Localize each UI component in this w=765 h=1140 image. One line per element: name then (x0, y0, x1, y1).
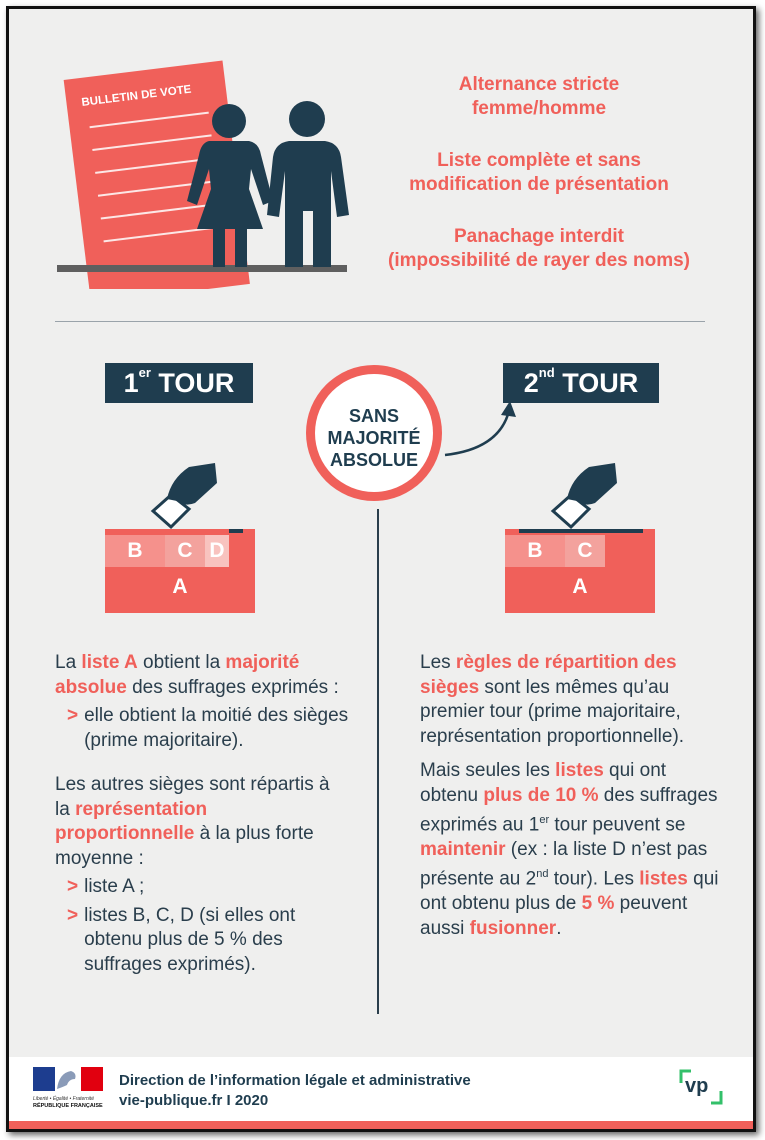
section-divider (55, 321, 705, 322)
ground-line (57, 265, 347, 272)
vp-logo: vp (679, 1069, 723, 1105)
ballot-title: BULLETIN DE VOTE (80, 83, 193, 109)
ballot-voters-illustration (49, 39, 349, 289)
urn-1-label-d: D (205, 535, 229, 567)
urn-2-label-c: C (565, 535, 605, 567)
rules-list (349, 73, 729, 273)
urn-1-label-c: C (165, 535, 205, 567)
right-column-text (420, 651, 720, 941)
center-divider (377, 509, 379, 1014)
tour-1-label: 1er TOUR (105, 363, 253, 403)
urn-2-front (505, 529, 655, 613)
footer-accent-bar (9, 1121, 753, 1129)
left-bullet-1: > elle obtient la moitié des sièges (prime majoritaire). (67, 705, 349, 751)
urn-1-label-b: B (105, 535, 165, 567)
left-paragraph-2: Les autres sièges sont répartis à la représentation proportionnelle à la plus forte moyenne : (55, 774, 330, 869)
no-majority-badge: SANS MAJORITÉ ABSOLUE (306, 365, 442, 501)
marianne-flag-icon (33, 1067, 103, 1091)
republique-francaise-logo: Liberté • Égalité • Fraternité RÉPUBLIQUE FRANÇAISE (33, 1067, 103, 1110)
man-icon (267, 101, 349, 267)
rule-3: Panachage interdit (impossibilité de rayer des noms) (388, 226, 690, 271)
urn-1-label-a: A (172, 575, 188, 598)
left-paragraph-1: La liste A obtient la majorité absolue des suffrages exprimés : (55, 652, 339, 698)
footer (9, 1057, 753, 1121)
tour-2-label: 2nd TOUR (503, 363, 659, 403)
left-bullet-3: > listes B, C, D (si elles ont obtenu plus de 5 % des suffrages exprimés). (67, 904, 296, 975)
right-paragraph-1: Les règles de répartition des sièges sont les mêmes qu’au premier tour (prime majoritaire, représentation proportionnelle). (420, 652, 685, 747)
footer-site: vie-publique.fr I 2020 (119, 1092, 269, 1109)
rule-2: Liste complète et sans modification de présentation (409, 150, 669, 195)
urn-1-front (105, 529, 255, 613)
urn-2-label-a: A (572, 575, 588, 598)
right-paragraph-2: Mais seules les listes qui ont obtenu plus de 10 % des suffrages exprimés au 1er tour peuvent se maintenir (ex : la liste D n’est pas présente au 2nd tour). Les listes qui ont obtenu plus de 5 % peuvent aussi fusionner. (420, 760, 719, 939)
rule-1: Alternance stricte femme/homme (458, 74, 620, 119)
left-bullet-2: > liste A ; (67, 876, 145, 897)
hand-ballot-icon (553, 463, 617, 527)
hand-ballot-icon (153, 463, 217, 527)
infographic (6, 6, 756, 1132)
urn-2-label-b: B (505, 535, 565, 567)
footer-organization: Direction de l’information légale et administrative (119, 1072, 471, 1089)
left-column-text (55, 651, 355, 977)
